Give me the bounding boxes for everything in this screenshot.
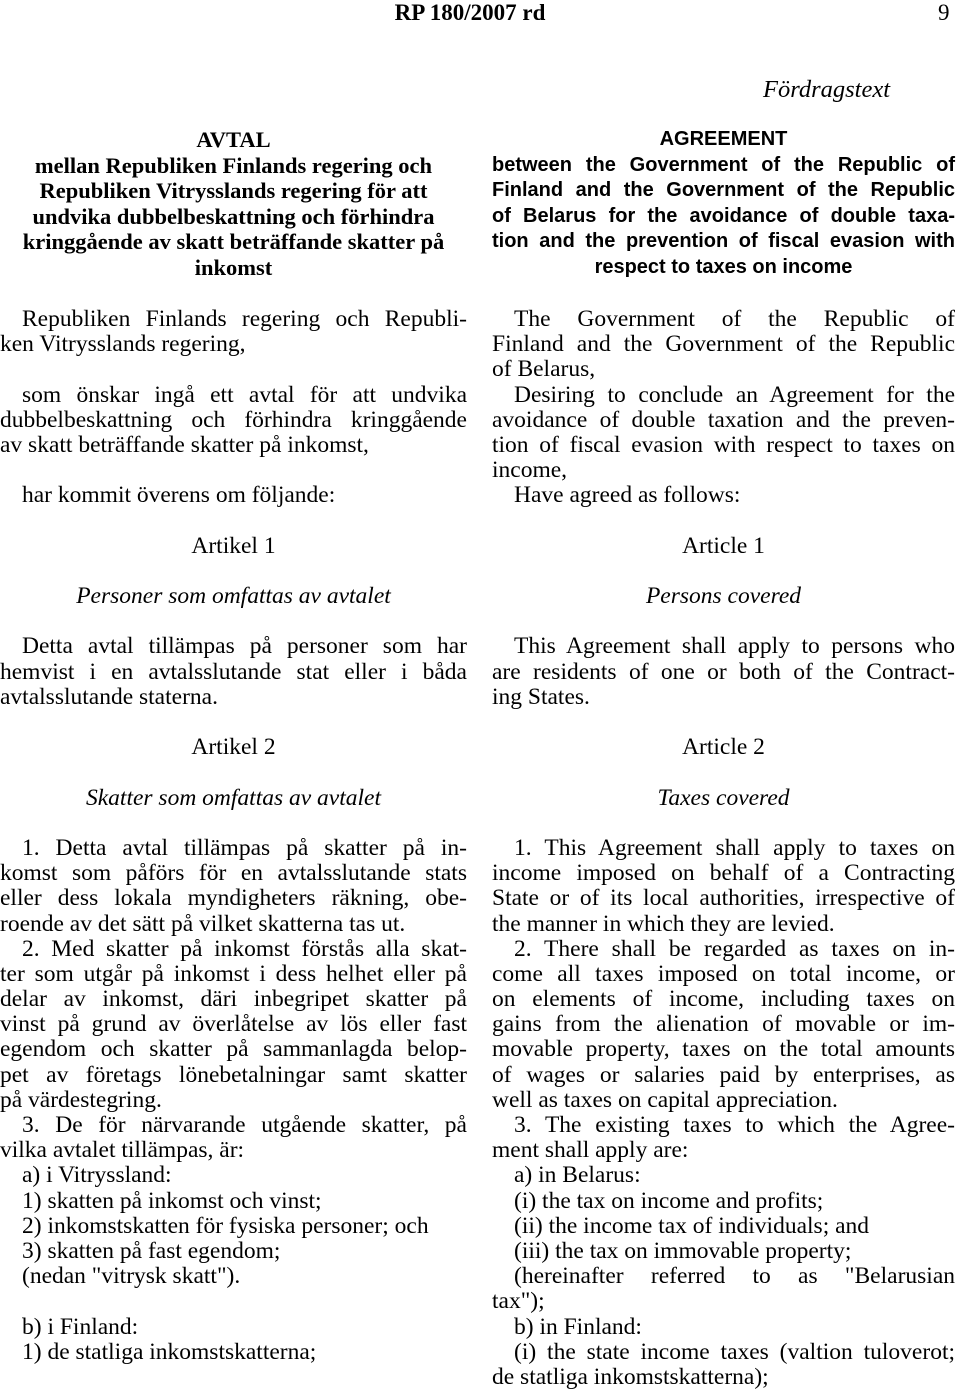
paragraph-line: the manner in which they are levied. [492, 910, 835, 937]
article [492, 509, 955, 711]
article-title: Personer som omfattas av avtalet [76, 583, 391, 610]
paragraph-line: 1) de statliga inkomstskatterna; [22, 1338, 317, 1365]
paragraph-line: 1. Detta avtal tillämpas på skatter på in- [22, 834, 467, 861]
english-column [492, 307, 955, 1390]
paragraph-line: Finland and the Government of the Republic [492, 331, 955, 358]
paragraph-line: 2. There shall be regarded as taxes on in- [514, 935, 955, 962]
blank-line [492, 760, 955, 785]
blank-line [0, 710, 467, 735]
article-number: Article 2 [682, 734, 765, 761]
article-number: Artikel 1 [191, 532, 276, 559]
article-paragraph [492, 1163, 955, 1188]
paragraph-line: ment shall apply are: [492, 1137, 689, 1164]
paragraph-line: a) in Belarus: [514, 1162, 641, 1189]
paragraph-line: 3. The existing taxes to which the Agree- [514, 1112, 955, 1138]
paragraph-line: Republiken Finlands regering och Republi- [22, 306, 467, 332]
paragraph-line: 3. De för närvarande utgående skatter, på [22, 1112, 467, 1138]
title-line: AVTAL [196, 127, 271, 152]
paragraph-line: movable property, taxes on the total amounts [492, 1036, 955, 1063]
paragraph-line: The Government of the Republic of [514, 306, 955, 332]
title-line: respect to taxes on income [594, 255, 853, 278]
paragraph-line: Have agreed as follows: [514, 482, 741, 509]
paragraph-line: hemvist i en avtalsslutande stat eller i båda [0, 658, 467, 685]
blank-line [0, 357, 467, 382]
blank-line [0, 760, 467, 785]
blank-line [492, 710, 955, 735]
paragraph-line: (i) the state income taxes (valtion tuloverot; [514, 1338, 955, 1365]
swedish-agreement-title [0, 127, 467, 281]
paragraph-line: Desiring to conclude an Agreement for the [514, 381, 955, 408]
paragraph-line: Detta avtal tillämpas på personer som har [22, 633, 467, 660]
article-paragraph [492, 1214, 955, 1239]
blank-line [0, 609, 467, 634]
blank-line [492, 811, 955, 836]
article-paragraph [0, 1214, 467, 1239]
title-line: kringgående av skatt beträffande skatter på [22, 229, 445, 255]
running-header [0, 0, 960, 26]
paragraph-line: ing States. [492, 683, 590, 710]
paragraph-line: har kommit överens om följande: [22, 482, 336, 509]
paragraph-line: of Belarus, [492, 356, 596, 383]
article-paragraph [0, 1239, 467, 1264]
paragraph-line: (hereinafter referred to as "Belarusian [514, 1263, 955, 1290]
title-line: Republiken Vitrysslands regering för att [39, 178, 428, 204]
paragraph-line: komst som påförs för en avtalsslutande stats [0, 860, 467, 887]
paragraph-line: State or of its local authorities, irrespective of [492, 885, 955, 912]
paragraph-line: 3) skatten på fast egendom; [22, 1237, 281, 1264]
article-paragraph [0, 1189, 467, 1214]
title-line: undvika dubbelbeskattning och förhindra [32, 203, 435, 229]
title-line: tion and the prevention of fiscal evasion with [492, 230, 955, 253]
paragraph-line: egendom och skatter på sammanlagda belop- [0, 1036, 467, 1063]
title-line: Finland and the Government of the Republic [492, 179, 955, 202]
blank-line [0, 509, 467, 534]
article-paragraph [0, 634, 467, 710]
article [0, 710, 467, 1365]
paragraph-line: delar av inkomst, däri inbegripet skatter på [0, 986, 467, 1013]
title-line: inkomst [194, 254, 273, 280]
paragraph-line: 1. This Agreement shall apply to taxes on [514, 834, 955, 861]
article-paragraph [0, 1163, 467, 1188]
paragraph-line: (iii) the tax on immovable property; [514, 1237, 852, 1264]
paragraph-line: tax"); [492, 1288, 545, 1315]
title-line: between the Government of the Republic of [492, 153, 955, 176]
paragraph-line: eller dess lokala myndigheters räkning, obe- [0, 885, 467, 912]
paragraph-line: avoidance of double taxation and the preven- [492, 406, 955, 433]
blank-line [492, 559, 955, 584]
paragraph-line: (i) the tax on income and profits; [514, 1187, 824, 1214]
paragraph-line: well as taxes on capital appreciation. [492, 1086, 838, 1113]
swedish-column [0, 307, 467, 1365]
blank-line [0, 458, 467, 483]
preamble-paragraph [492, 307, 955, 383]
paragraph-line: This Agreement shall apply to persons who [514, 633, 955, 660]
article-number: Artikel 2 [191, 734, 276, 761]
paragraph-line: ken Vitrysslands regering, [0, 331, 246, 358]
paragraph-line: ter som utgår på inkomst i dess helhet eller på [0, 960, 467, 987]
article-title: Skatter som omfattas av avtalet [85, 784, 381, 811]
paragraph-line: av skatt beträffande skatter på inkomst, [0, 431, 369, 458]
article-paragraph [0, 937, 467, 1113]
paragraph-line: income imposed on behalf of a Contracting [492, 860, 955, 887]
article-title: Persons covered [645, 583, 802, 610]
blank-line [492, 609, 955, 634]
paragraph-line: are residents of one or both of the Contract- [492, 658, 955, 685]
preamble-paragraph [0, 383, 467, 459]
article-paragraph [492, 1340, 955, 1390]
blank-line [0, 1289, 467, 1314]
paragraph-line: på värdestegring. [0, 1086, 162, 1113]
article-paragraph [492, 1113, 955, 1163]
paragraph-line: avtalsslutande staterna. [0, 683, 218, 710]
preamble-paragraph [492, 383, 955, 484]
treaty-text-label: Fördragstext [763, 76, 891, 103]
paragraph-line: (ii) the income tax of individuals; and [514, 1212, 870, 1239]
paragraph-line: som önskar ingå ett avtal för att undvika [22, 381, 467, 408]
article-paragraph [0, 1315, 467, 1340]
paragraph-line: de statliga inkomstskatterna); [492, 1363, 769, 1390]
paragraph-line: come all taxes imposed on total income, or [492, 960, 955, 987]
blank-line [0, 811, 467, 836]
article-paragraph [492, 1239, 955, 1264]
article-paragraph [492, 634, 955, 710]
article-paragraph [492, 1315, 955, 1340]
title-line: of Belarus for the avoidance of double taxa- [492, 204, 955, 227]
article-paragraph [492, 836, 955, 937]
page-number: 9 [938, 0, 950, 25]
paragraph-line: pet av företags lönebetalningar samt skatter [0, 1061, 467, 1088]
blank-line [492, 509, 955, 534]
paragraph-line: b) i Finland: [22, 1313, 139, 1340]
article-paragraph [492, 937, 955, 1113]
paragraph-line: of wages or salaries paid by enterprises, as [492, 1061, 955, 1088]
article-title: Taxes covered [657, 784, 790, 811]
paragraph-line: (nedan "vitrysk skatt"). [22, 1263, 241, 1290]
preamble-paragraph [492, 483, 955, 508]
paragraph-line: b) in Finland: [514, 1313, 642, 1340]
preamble-paragraph [0, 307, 467, 357]
article-paragraph [0, 836, 467, 937]
paragraph-line: a) i Vitryssland: [22, 1162, 172, 1189]
paragraph-line: on elements of income, including taxes on [492, 986, 955, 1013]
paragraph-line: vinst på grund av överlåtelse av lös eller fast [0, 1011, 467, 1038]
blank-line [0, 559, 467, 584]
paragraph-line: dubbelbeskattning och förhindra kringgående [0, 406, 467, 433]
article [492, 710, 955, 1390]
title-line: mellan Republiken Finlands regering och [34, 152, 433, 178]
article-paragraph [0, 1340, 467, 1365]
paragraph-line: 2. Med skatter på inkomst förstås alla skat- [22, 935, 467, 962]
paragraph-line: tion of fiscal evasion with respect to taxes on [492, 431, 955, 458]
paragraph-line: gains from the alienation of movable or im- [492, 1011, 955, 1038]
article-paragraph [492, 1189, 955, 1214]
article-number: Article 1 [682, 532, 765, 559]
title-line: AGREEMENT [659, 128, 788, 150]
paragraph-line: 1) skatten på inkomst och vinst; [22, 1187, 322, 1214]
article-paragraph [0, 1264, 467, 1289]
article-paragraph [0, 1113, 467, 1163]
document-number: RP 180/2007 rd [394, 0, 546, 25]
paragraph-line: income, [492, 457, 568, 484]
paragraph-line: vilka avtalet tillämpas, är: [0, 1137, 245, 1164]
english-agreement-title [492, 127, 955, 281]
article [0, 509, 467, 711]
preamble-paragraph [0, 483, 467, 508]
paragraph-line: roende av det sätt på vilket skatterna tas ut. [0, 910, 406, 937]
paragraph-line: 2) inkomstskatten för fysiska personer; och [22, 1212, 429, 1239]
article-paragraph [492, 1264, 955, 1314]
